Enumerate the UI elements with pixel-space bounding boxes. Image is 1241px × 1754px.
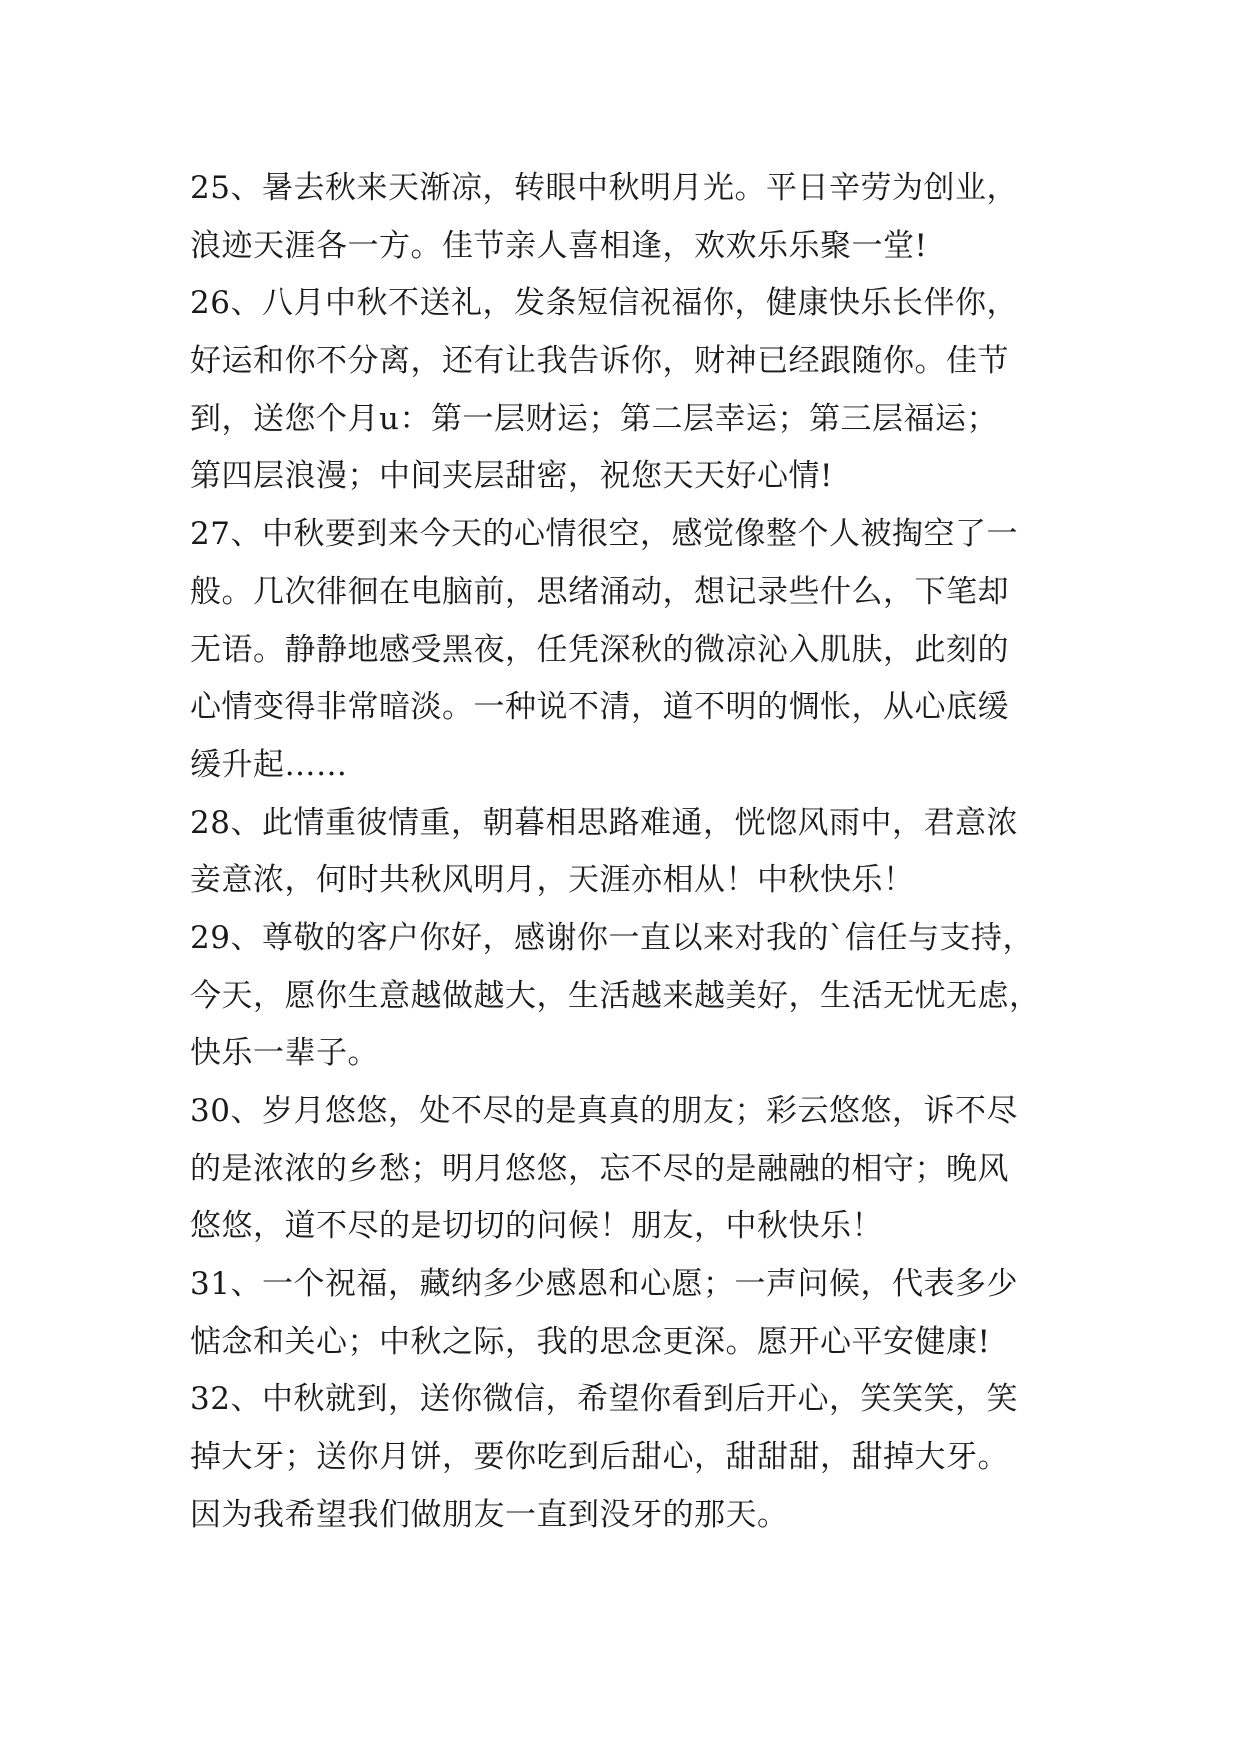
text-line: 无语。静静地感受黑夜，任凭深秋的微凉沁入肌肤，此刻的 — [190, 631, 1009, 668]
text-line: 掉大牙；送你月饼，要你吃到后甜心，甜甜甜，甜掉大牙。 — [190, 1439, 1009, 1476]
text-line: 31、一个祝福，藏纳多少感恩和心愿；一声问候，代表多少 — [190, 1266, 1018, 1303]
text-line: 第四层浪漫；中间夹层甜密，祝您天天好心情! — [190, 458, 833, 495]
text-line: 好运和你不分离，还有让我告诉你，财神已经跟随你。佳节 — [190, 343, 1009, 380]
text-line: 25、暑去秋来天渐凉，转眼中秋明月光。平日辛劳为创业， — [190, 170, 1018, 206]
text-line: 妾意浓，何时共秋风明月，天涯亦相从！中秋快乐！ — [190, 862, 915, 899]
text-line: 浪迹天涯各一方。佳节亲人喜相逢，欢欢乐乐聚一堂! — [190, 227, 928, 264]
text-line: 因为我希望我们做朋友一直到没牙的那天。 — [190, 1496, 789, 1533]
text-line: 到，送您个月u：第一层财运；第二层幸运；第三层福运； — [190, 400, 998, 437]
text-line: 32、中秋就到，送你微信，希望你看到后开心，笑笑笑，笑 — [190, 1381, 1018, 1418]
text-line: 的是浓浓的乡愁；明月悠悠，忘不尽的是融融的相守；晚风 — [190, 1150, 1009, 1187]
text-line: 般。几次徘徊在电脑前，思绪涌动，想记录些什么，下笔却 — [190, 573, 1009, 610]
text-line: 悠悠，道不尽的是切切的问候！朋友，中秋快乐！ — [190, 1208, 883, 1245]
text-line: 26、八月中秋不送礼，发条短信祝福你，健康快乐长伴你， — [190, 285, 1018, 322]
text-line: 29、尊敬的客户你好，感谢你一直以来对我的`信任与支持， — [190, 919, 1034, 956]
text-line: 27、中秋要到来今天的心情很空，感觉像整个人被掏空了一 — [190, 516, 1018, 553]
text-line: 惦念和关心；中秋之际，我的思念更深。愿开心平安健康! — [190, 1323, 991, 1360]
text-line: 28、此情重彼情重，朝暮相思路难通，恍惚风雨中，君意浓 — [190, 804, 1018, 841]
text-line: 快乐一辈子。 — [190, 1035, 379, 1072]
text-line: 缓升起…… — [190, 746, 348, 783]
text-line: 心情变得非常暗淡。一种说不清，道不明的惆怅，从心底缓 — [190, 689, 1009, 726]
text-line: 今天，愿你生意越做越大，生活越来越美好，生活无忧无虑， — [190, 977, 1041, 1014]
text-line: 30、岁月悠悠，处不尽的是真真的朋友；彩云悠悠，诉不尽 — [190, 1093, 1018, 1129]
document-body — [190, 160, 1090, 1545]
